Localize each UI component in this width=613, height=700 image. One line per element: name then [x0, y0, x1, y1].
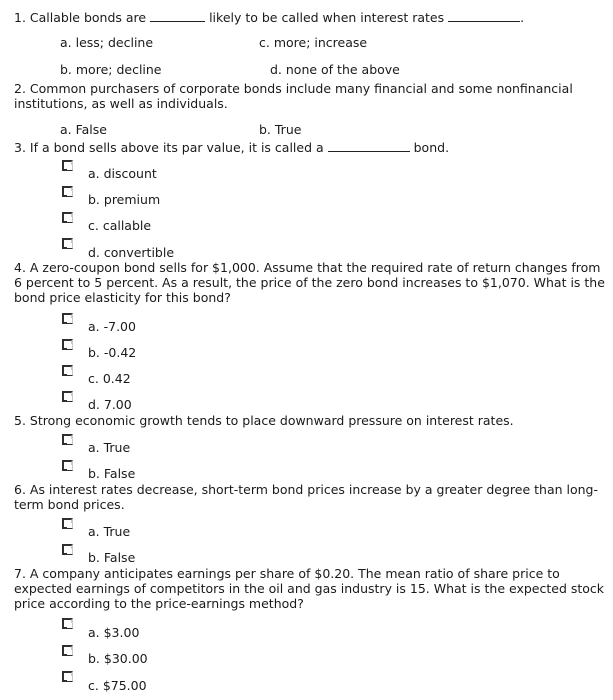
q1-option-a[interactable]: a. less; decline — [60, 35, 154, 50]
q3-option-d[interactable]: d. convertible — [88, 245, 175, 260]
q3-checkbox-d[interactable] — [62, 238, 73, 249]
q4-option-c[interactable]: c. 0.42 — [88, 371, 131, 386]
q3-option-a[interactable]: a. discount — [88, 166, 157, 181]
q3-prefix: 3. If a bond sells above its par value, it is called a — [14, 140, 324, 155]
q7-checkbox-a[interactable] — [62, 618, 73, 629]
question-1 — [14, 10, 524, 25]
question-5: 5. Strong economic growth tends to place downward pressure on interest rates. — [14, 413, 514, 428]
q5-option-b[interactable]: b. False — [88, 466, 136, 481]
question-3 — [14, 140, 449, 155]
question-2: 2. Common purchasers of corporate bonds include many financial and some nonfinancial institutions, as well as individuals. — [14, 81, 573, 111]
q4-checkbox-a[interactable] — [62, 313, 73, 324]
q4-checkbox-d[interactable] — [62, 391, 73, 402]
q2-option-a[interactable]: a. False — [60, 122, 107, 137]
q1-option-d[interactable]: d. none of the above — [270, 62, 400, 77]
q6-option-b[interactable]: b. False — [88, 550, 136, 565]
q1-middle: likely to be called when interest rates — [209, 10, 445, 25]
q1-suffix: . — [520, 10, 525, 25]
q4-option-b[interactable]: b. -0.42 — [88, 345, 137, 360]
q4-option-d[interactable]: d. 7.00 — [88, 397, 132, 412]
q4-checkbox-c[interactable] — [62, 365, 73, 376]
q3-checkbox-b[interactable] — [62, 186, 73, 197]
q1-option-c[interactable]: c. more; increase — [259, 35, 368, 50]
q3-checkbox-c[interactable] — [62, 212, 73, 223]
q5-checkbox-b[interactable] — [62, 460, 73, 471]
q3-option-c[interactable]: c. callable — [88, 218, 152, 233]
question-4: 4. A zero-coupon bond sells for $1,000. Assume that the required rate of return changes from 6 percent to 5 percent. As a result, the price of the zero bond increases to $1,070. What is the bond price elasticity for this bond? — [14, 260, 605, 305]
question-7: 7. A company anticipates earnings per share of $0.20. The mean ratio of share price to expected earnings of competitors in the oil and gas industry is 15. What is the expected stock price according to the price-earnings method? — [14, 566, 605, 611]
q7-checkbox-b[interactable] — [62, 645, 73, 656]
q4-option-a[interactable]: a. -7.00 — [88, 319, 136, 334]
q6-checkbox-a[interactable] — [62, 518, 73, 529]
q3-blank — [328, 140, 410, 152]
q6-checkbox-b[interactable] — [62, 544, 73, 555]
q5-option-a[interactable]: a. True — [88, 440, 131, 455]
question-6: 6. As interest rates decrease, short-term bond prices increase by a greater degree than long-term bond prices. — [14, 482, 599, 512]
q1-blank-2 — [448, 10, 520, 22]
q2-option-b[interactable]: b. True — [259, 122, 302, 137]
q3-checkbox-a[interactable] — [62, 160, 73, 171]
q1-prefix: 1. Callable bonds are — [14, 10, 147, 25]
q1-option-b[interactable]: b. more; decline — [60, 62, 162, 77]
q4-checkbox-b[interactable] — [62, 339, 73, 350]
q7-option-b[interactable]: b. $30.00 — [88, 651, 148, 666]
q1-blank-1 — [150, 10, 205, 22]
q7-checkbox-c[interactable] — [62, 671, 73, 682]
q3-suffix: bond. — [413, 140, 450, 155]
q7-option-a[interactable]: a. $3.00 — [88, 625, 140, 640]
q5-checkbox-a[interactable] — [62, 434, 73, 445]
q7-option-c[interactable]: c. $75.00 — [88, 678, 147, 693]
q6-option-a[interactable]: a. True — [88, 524, 131, 539]
q3-option-b[interactable]: b. premium — [88, 192, 161, 207]
